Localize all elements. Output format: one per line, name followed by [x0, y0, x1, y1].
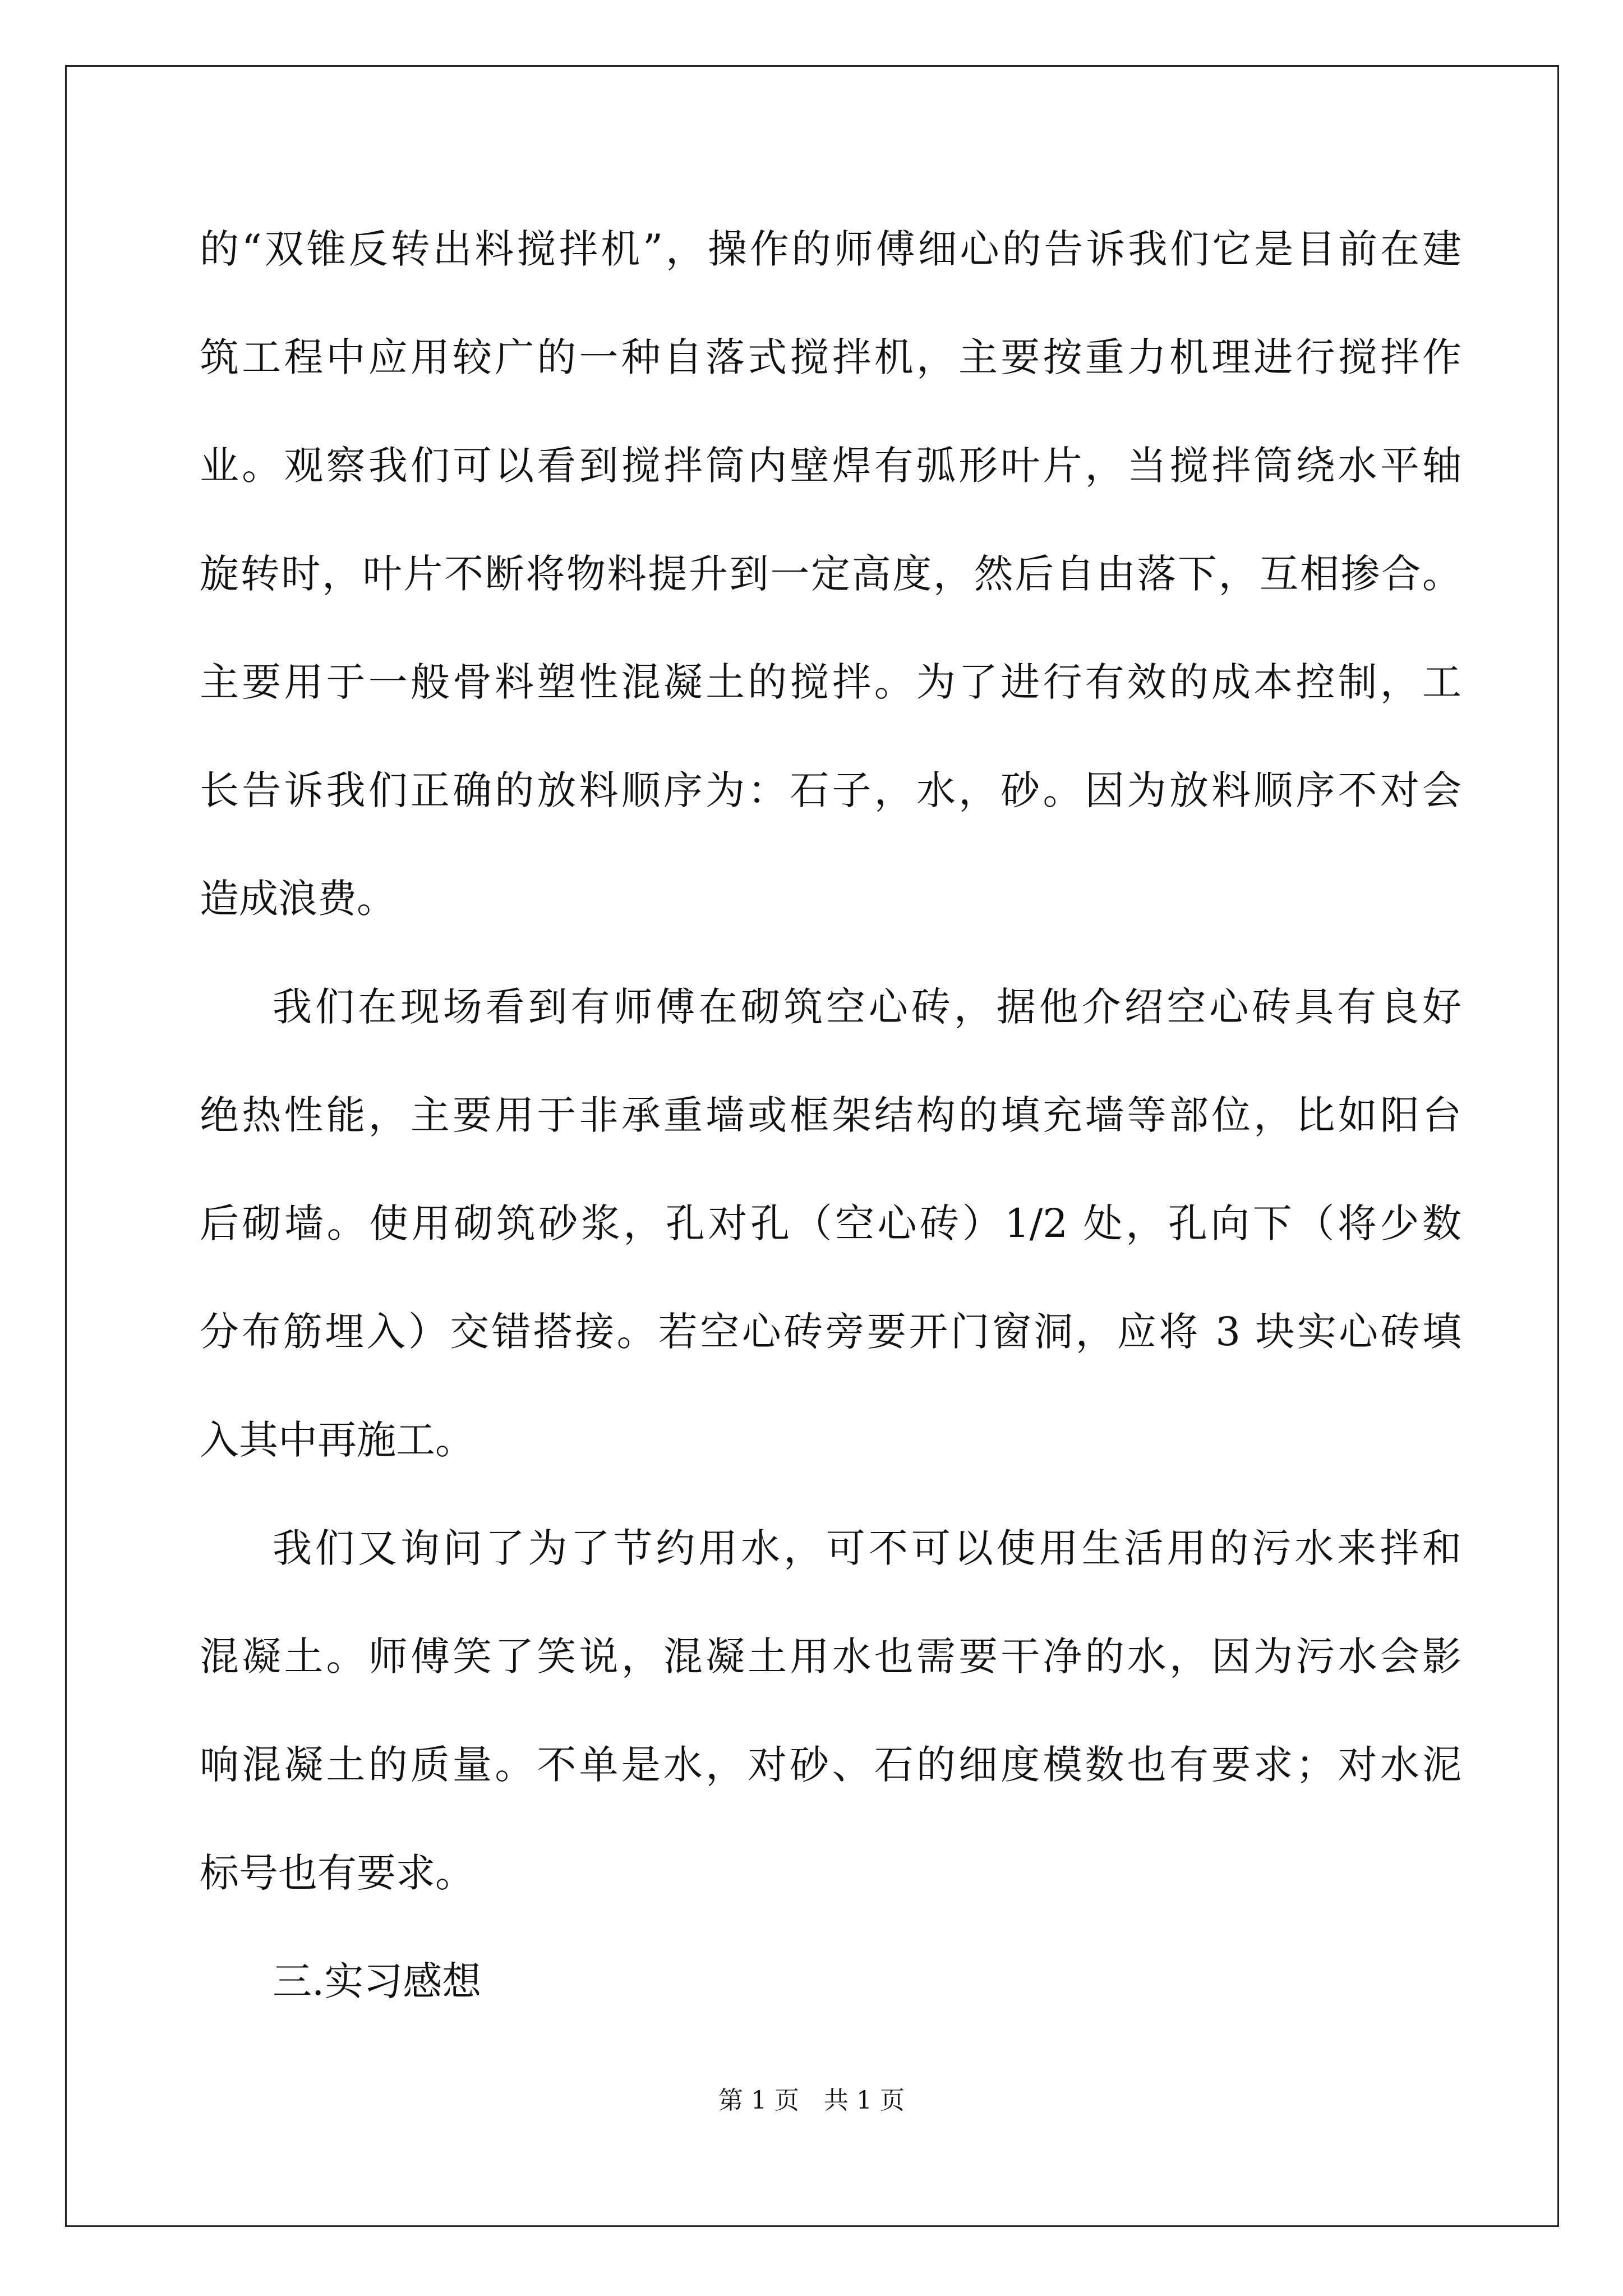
paragraph-1-line-2: 筑工程中应用较广的一种自落式搅拌机，主要按重力机理进行搅拌作	[200, 334, 1461, 380]
paragraph-1-line-3: 业。观察我们可以看到搅拌筒内壁焊有弧形叶片，当搅拌筒绕水平轴	[200, 443, 1461, 489]
section-heading: 三.实习感想	[273, 1958, 482, 2004]
paragraph-3-line-1: 我们又询问了为了节约用水，可不可以使用生活用的污水来拌和	[273, 1525, 1461, 1571]
paragraph-1-line-4: 旋转时，叶片不断将物料提升到一定高度，然后自由落下，互相掺合。	[200, 551, 1461, 597]
page-footer: 第 1 页 共 1 页	[718, 2086, 905, 2115]
paragraph-2-line-1: 我们在现场看到有师傅在砌筑空心砖，据他介绍空心砖具有良好	[273, 984, 1461, 1030]
paragraph-1-line-7: 造成浪费。	[200, 876, 396, 922]
page-frame	[65, 65, 1559, 2227]
paragraph-1-line-1: 的“双锥反转出料搅拌机”，操作的师傅细心的告诉我们它是目前在建	[200, 226, 1461, 272]
paragraph-3-line-2: 混凝土。师傅笑了笑说，混凝土用水也需要干净的水，因为污水会影	[200, 1634, 1461, 1680]
paragraph-1-line-5: 主要用于一般骨料塑性混凝土的搅拌。为了进行有效的成本控制，工	[200, 659, 1461, 705]
paragraph-2-line-3: 后砌墙。使用砌筑砂浆，孔对孔（空心砖）1/2 处，孔向下（将少数	[200, 1200, 1461, 1246]
paragraph-2-line-2: 绝热性能，主要用于非承重墙或框架结构的填充墙等部位，比如阳台	[200, 1092, 1461, 1138]
paragraph-3-line-3: 响混凝土的质量。不单是水，对砂、石的细度模数也有要求；对水泥	[200, 1742, 1461, 1788]
paragraph-3-line-4: 标号也有要求。	[200, 1850, 474, 1896]
paragraph-2-line-5: 入其中再施工。	[200, 1417, 474, 1463]
paragraph-2-line-4: 分布筋埋入）交错搭接。若空心砖旁要开门窗洞，应将 3 块实心砖填	[200, 1309, 1461, 1355]
paragraph-1-line-6: 长告诉我们正确的放料顺序为：石子，水，砂。因为放料顺序不对会	[200, 767, 1461, 813]
